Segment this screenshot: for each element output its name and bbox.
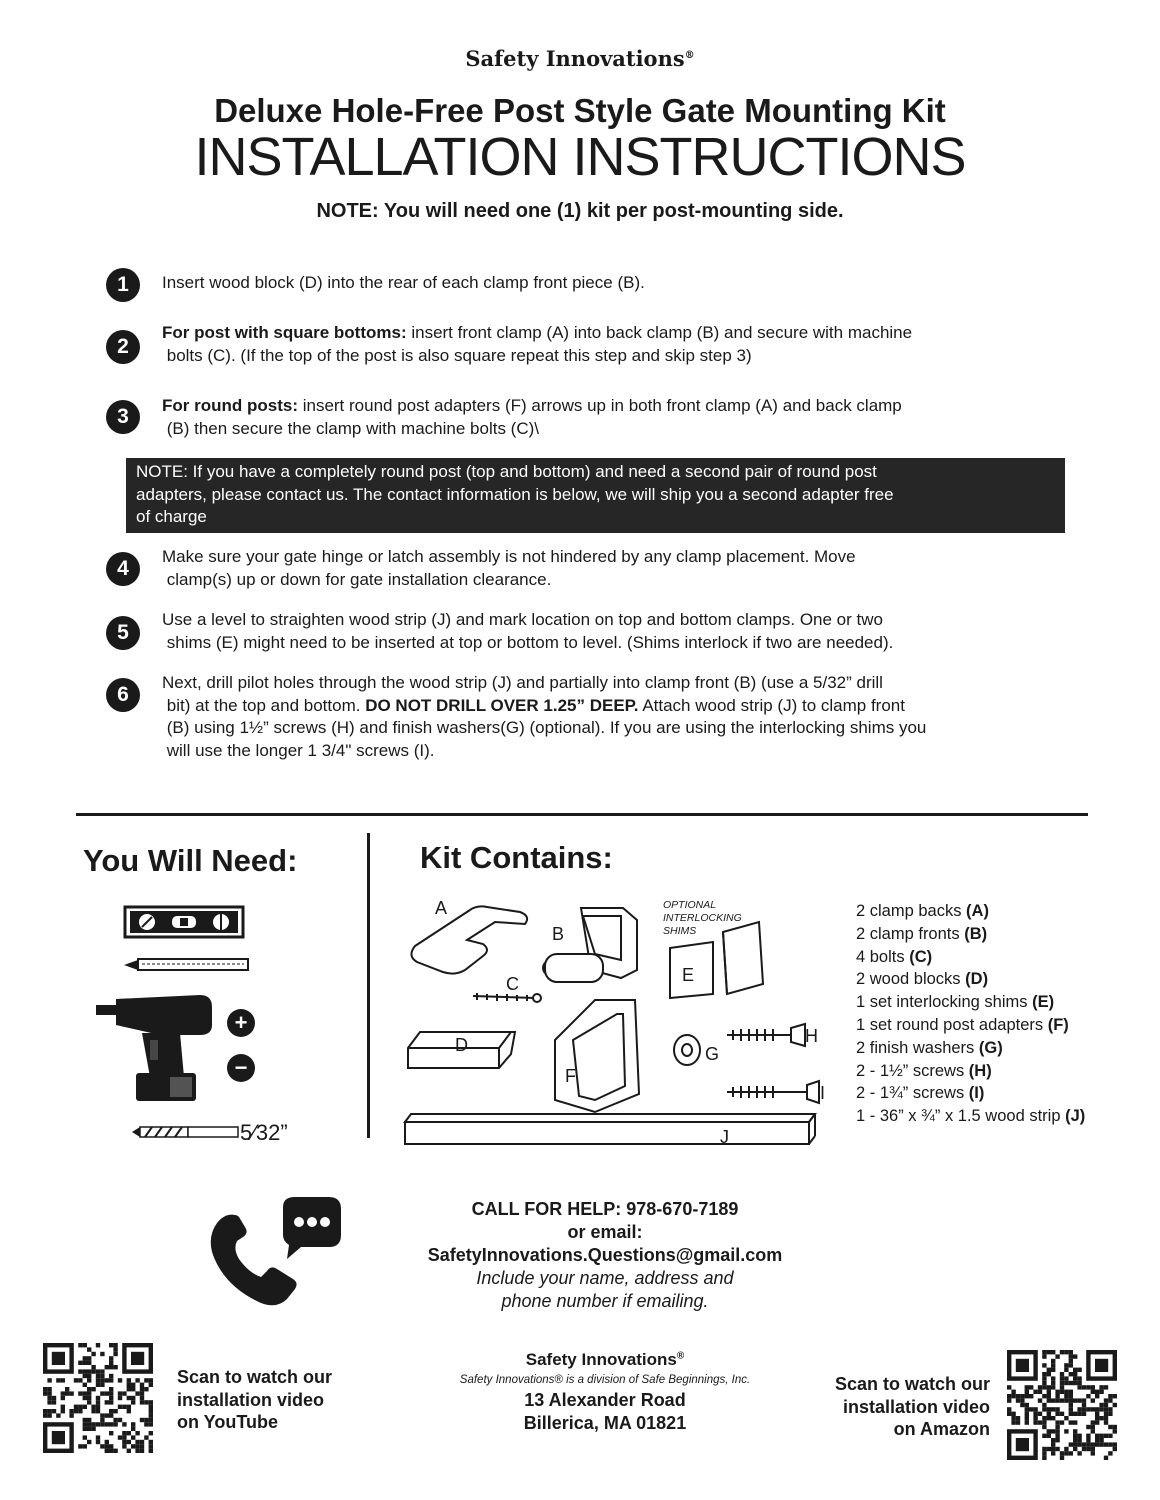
part-label-c: C [506,974,519,994]
kit-item: 1 set round post adapters (F) [856,1015,1069,1034]
page-subtitle: INSTALLATION INSTRUCTIONS [194,127,966,187]
note-line: NOTE: If you have a completely round post (top and bottom) and need a second pair of round post [136,462,877,481]
part-label-e: E [682,965,695,985]
part-label-f: F [565,1066,576,1086]
footer-address-line: Billerica, MA 01821 [523,1413,687,1433]
level-icon [125,907,243,937]
optional-shims-label: SHIMS [663,925,697,937]
footer-address: Safety Innovations® Safety Innovations® is a division of Safe Beginnings, Inc. 13 Alexander Road Billerica, MA 01821 [0,1350,1160,1435]
step-number: 1 [106,268,140,302]
step-text: For round posts: insert round post adapters (F) arrows up in both front clamp (A) and back clamp (B) then secure the clamp with machine bolts (C)\ [162,396,902,438]
step-number: 3 [106,400,140,434]
drill-bit-icon [132,1127,238,1137]
round-post-adapter-part [555,1000,639,1112]
clamp-back-part [411,906,527,973]
step-number: 4 [106,552,140,586]
part-label-b: B [552,924,565,944]
footer-brand: Safety Innovations [525,1350,677,1369]
optional-shims-label: INTERLOCKING [663,912,742,924]
drill-bit-size: 5⁄32” [240,1120,288,1145]
youtube-qr-caption: Scan to watch our installation video on YouTube [177,1367,333,1432]
registered-mark: ® [684,50,695,61]
help-contact [0,1198,1160,1313]
kit-item: 1 - 36” x ¾” x 1.5 wood strip (J) [856,1107,1086,1126]
optional-shims-label: OPTIONAL [663,899,716,911]
brand-header [0,46,1160,71]
step-number: 2 [106,330,140,364]
step-text: For post with square bottoms: insert front clamp (A) into back clamp (B) and secure with machine bolts (C). (If the top of the post is also square repeat this step and skip step 3) [162,323,913,365]
amazon-qr-code [1007,1350,1121,1460]
amazon-qr-caption: Scan to watch our installation video on Amazon [834,1374,990,1439]
step-text: Next, drill pilot holes through the wood strip (J) and partially into clamp front (B) (use a 5/32” drill bit) at the top and bottom. DO NOT DRILL OVER 1.25” DEEP. Attach wood strip (J) to clamp front (B) using 1½” screws (H) and finish washers(G) (optional). If you are using the interlocking shims you will use the longer 1 3/4" screws (I). [162,673,927,760]
kit-per-side-note: NOTE: You will need one (1) kit per post-mounting side. [316,200,844,222]
help-email: SafetyInnovations.Questions@gmail.com [427,1245,783,1265]
part-label-i: I [820,1083,826,1103]
kit-parts-illustration [395,890,840,1150]
step-text: Insert wood block (D) into the rear of each clamp front piece (B). [162,273,645,292]
screw-h-part [727,1024,805,1046]
wood-strip-part [405,1114,815,1144]
kit-item: 2 clamp backs (A) [856,902,989,920]
footer-division: Safety Innovations® is a division of Safe Beginnings, Inc. [459,1374,751,1386]
part-label-a: A [435,898,448,918]
tools-illustration [80,895,370,1145]
help-note: phone number if emailing. [501,1291,709,1311]
finish-washer-part [674,1035,700,1065]
part-label-j: J [720,1127,729,1147]
brand-name: Safety Innovations [465,46,685,71]
step-number: 5 [106,616,140,650]
step-text: Make sure your gate hinge or latch assembly is not hindered by any clamp placement. Move clamp(s) up or down for gate installation clearance. [162,547,856,589]
screw-i-part [727,1081,819,1103]
kit-item: 1 set interlocking shims (E) [856,993,1055,1012]
part-label-h: H [805,1026,818,1046]
you-will-need-title: You Will Need: [83,843,298,878]
part-label-g: G [705,1044,720,1064]
round-post-note [126,458,1065,533]
kit-item: 2 wood blocks (D) [856,970,989,989]
kit-item: 2 finish washers (G) [856,1038,1003,1057]
note-line: adapters, please contact us. The contact information is below, we will ship you a second adapter free [136,484,894,504]
step-text: Use a level to straighten wood strip (J) and mark location on top and bottom clamps. One or two shims (E) might need to be inserted at top or bottom to level. (Shims interlock if two are needed). [162,610,894,652]
plus-sign: + [234,1010,248,1035]
help-phone: CALL FOR HELP: 978-670-7189 [471,1199,739,1219]
section-divider [76,813,1088,816]
part-label-d: D [455,1035,468,1055]
kit-contents-list [856,900,1085,1128]
plus-minus-icon [227,1009,255,1082]
pencil-icon [124,959,248,970]
kit-item: 4 bolts (C) [856,947,933,966]
minus-sign: − [234,1055,248,1080]
help-note: Include your name, address and [476,1268,734,1288]
kit-item: 2 - 1¾” screws (I) [856,1084,985,1103]
page-title: Deluxe Hole-Free Post Style Gate Mounting Kit [214,92,946,129]
bolt-part [473,993,541,1002]
kit-item: 2 clamp fronts (B) [856,924,988,943]
note-line: of charge [136,507,207,526]
clamp-front-part [543,908,637,982]
kit-item: 2 - 1½” screws (H) [856,1061,992,1080]
kit-contains-title: Kit Contains: [420,840,613,875]
drill-icon [96,995,212,1101]
help-or-email: or email: [567,1222,643,1242]
step-number: 6 [106,678,140,712]
footer-address-line: 13 Alexander Road [524,1390,686,1410]
